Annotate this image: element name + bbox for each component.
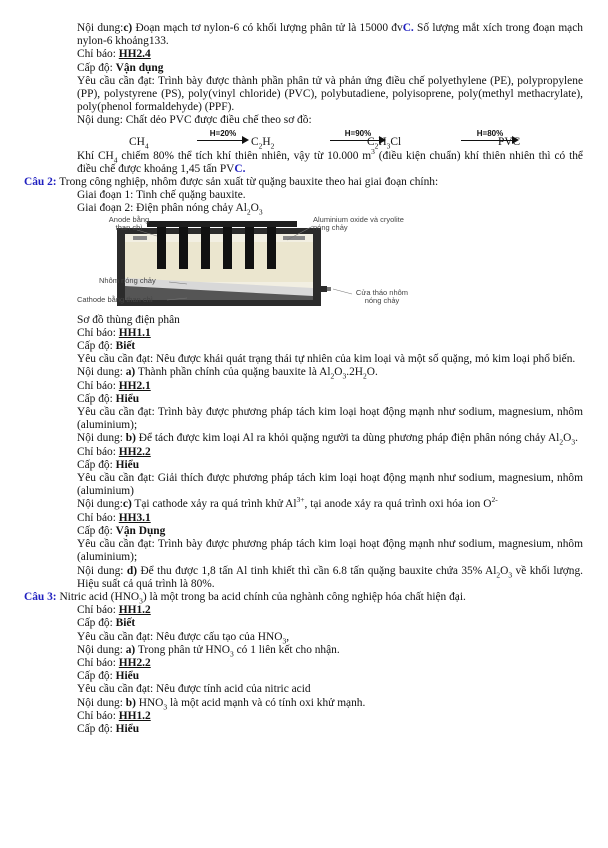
label-tap-hole: Cửa tháo nhôm nóng chảy (355, 287, 409, 306)
q3b-requirement: Yêu cầu cần đạt: Nêu được tính acid của nitric acid (77, 683, 311, 696)
q3a-content: Nội dung: a) Trong phân tử $HNO_3$ có 1 liên kết cho nhận. (77, 643, 340, 658)
scheme-pvc: PVC (498, 135, 521, 148)
q2b-requirement: Yêu cầu cần đạt: Trình bày được phương pháp tách kim loại hoạt động mạnh như sodium, magnesium, nhôm (aluminium); (77, 406, 583, 432)
question-3-stem: Câu 3: Nitric acid $(HNO_3)$ là một trong ba acid chính của nghành công nghiệp hóa chất hiện đại. (24, 590, 466, 606)
q1c-content: Nội dung:c) Đoạn mạch tơ nylon-6 có khối lượng phân tử là 15000 đvC. Số lượng mắt xích trong đoạn mạch nylon-6 khoảng133. (77, 22, 583, 48)
q3a-chibao: Chỉ báo: HH1.2 (77, 604, 151, 617)
q2c-content: Nội dung:c) Tại cathode xảy ra quá trình khử $Al^{3+}$, tại anode xảy ra quá trình oxi hóa ion $O^{2-}$ (77, 495, 498, 511)
q2-stage-1: Giai đoạn 1: Tinh chế quặng bauxite. (77, 189, 246, 202)
question-2-stem: Câu 2: Trong công nghiệp, nhôm được sản xuất từ quặng bauxite theo hai giai đoạn chính: (24, 176, 439, 189)
pvc-reaction-scheme (77, 128, 583, 150)
document-page (0, 22, 608, 736)
scheme-arrow-3: H=80% (461, 128, 519, 148)
q2b-content: Nội dung: b) Để tách được kim loại Al ra khỏi quặng người ta dùng phương pháp điện phân nóng chảy $Al_2O_3$. (77, 432, 578, 447)
scheme-arrow-1: H=20% (197, 128, 249, 148)
q3c-chibao: Chỉ báo: HH1.2 (77, 709, 151, 722)
q1c-capdo: Cấp độ: Vận dụng (77, 61, 164, 74)
label-molten-aluminium: Nhôm nóng chảy (99, 275, 156, 285)
q3c-capdo: Cấp độ: Hiểu (77, 722, 140, 735)
q1d-requirement: Yêu cầu cần đạt: Trình bày được thành phần phân tử và phản ứng điều chế polyethylene (PE), polypropylene (PP), polystyrene (PS), poly(vinyl chloride) (PVC), polybutadiene, polyisoprene, poly(methyl methacrylate), poly(phenol formaldehyde) (PPF). (77, 74, 583, 114)
label-electrolyte: Aluminium oxide và cryolite nóng chảy (313, 214, 404, 233)
q2b-chibao: Chỉ báo: HH2.1 (77, 379, 151, 392)
q2a-capdo: Cấp độ: Biết (77, 340, 136, 353)
q3a-capdo: Cấp độ: Biết (77, 617, 136, 630)
label-cathode: Cathode bằng than chì (77, 294, 153, 304)
q2d-capdo: Cấp độ: Vận Dụng (77, 524, 166, 537)
q2b-capdo: Cấp độ: Hiểu (77, 392, 140, 405)
figure-caption: Sơ đồ thùng điện phân (77, 313, 180, 326)
q2c-requirement: Yêu cầu cần đạt: Giải thích được phương pháp tách kim loại hoạt động mạnh như sodium, magnesium, nhôm (aluminium) (77, 472, 583, 498)
q2a-requirement: Yêu cầu cần đạt: Nêu được khái quát trạng thái tự nhiên của kim loại và một số quặng, mỏ kim loại phổ biến. (77, 353, 576, 366)
q1c-chibao: Chỉ báo: HH2.4 (77, 48, 151, 61)
q2a-content: Nội dung: a) Thành phần chính của quặng bauxite là $Al_2O_3.2H_2O$. (77, 366, 378, 381)
q1d-content: Nội dung: Chất dẻo PVC được điều chế theo sơ đồ: (77, 114, 312, 127)
q2-stage-2: Giai đoạn 2: Điện phân nóng chảy $Al_2O_3$ (77, 202, 263, 217)
electrolysis-cell-figure (77, 216, 407, 314)
q2d-chibao: Chỉ báo: HH3.1 (77, 511, 151, 524)
q3a-requirement: Yêu cầu cần đạt: Nêu được cấu tạo của $HNO_3$, (77, 630, 290, 645)
scheme-c2h3cl: $C_2H_3Cl$ (367, 135, 402, 150)
scheme-arrow-2: H=90% (330, 128, 386, 148)
scheme-c2h2: $C_2H_2$ (251, 135, 275, 150)
q3b-capdo: Cấp độ: Hiểu (77, 670, 140, 683)
scheme-ch4: $CH_4$ (129, 135, 149, 150)
q1d-gas-statement: Khí $CH_4$ chiếm 80% thể tích khí thiên nhiên, vậy từ 10.000 $m^3$ (điều kiện chuẩn) khí thiên nhiên thì có thể điều chế được khoảng 1,45 tấn PVC. (77, 146, 583, 175)
q2c-capdo: Cấp độ: Hiểu (77, 458, 140, 471)
q2d-requirement: Yêu cầu cần đạt: Trình bày được phương pháp tách kim loại hoạt động mạnh như sodium, magnesium, nhôm (aluminium); (77, 538, 583, 564)
q2c-chibao: Chỉ báo: HH2.2 (77, 445, 151, 458)
q2d-content: Nội dung: d) Để thu được 1,8 tấn Al tinh khiết thì cần 6.8 tấn quặng bauxite chứa 35% $Al_2O_3$ về khối lượng. Hiệu suất cả quá trình là 80%. (77, 564, 583, 590)
label-anode: Anode bằng than chì (108, 214, 150, 233)
q3b-chibao: Chỉ báo: HH2.2 (77, 656, 151, 669)
q3b-content: Nội dung: b) $HNO_3$ là một acid mạnh và có tính oxi khử mạnh. (77, 696, 366, 711)
q2a-chibao: Chỉ báo: HH1.1 (77, 326, 151, 339)
